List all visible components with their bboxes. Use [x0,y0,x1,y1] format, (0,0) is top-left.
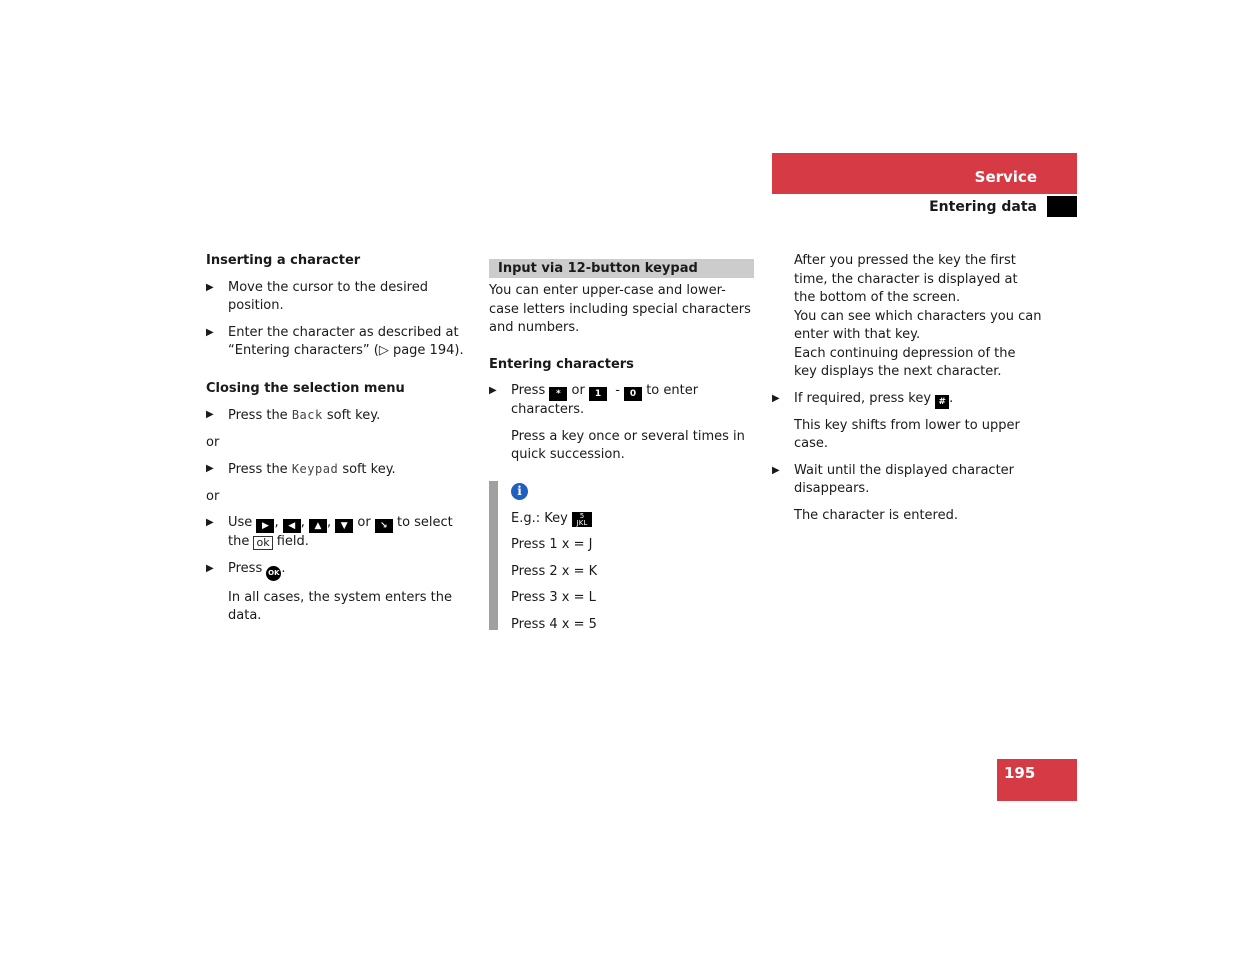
intro-text: You can enter upper-case and lower-case letters including special characters and numbers. [489,283,751,335]
subsection-title: Entering data [929,199,1037,215]
paragraph: You can see which characters you can enter with that key. [794,308,1042,342]
header-marker [1047,196,1077,217]
list-item: ▶ Press * or 1 - 0 to enter characters. [489,383,699,417]
key-diagonal-icon: ↘ [375,519,393,533]
list-item: ▶ If required, press key # . [772,390,954,407]
paragraph: Each continuing depression of the key displays the next character. [794,345,1016,379]
arrow-right-icon: ▶ [489,385,497,396]
key-hash-icon: # [935,395,949,409]
paragraph: After you pressed the key the first time, the character is displayed at the bottom of the screen. [794,253,1018,305]
instruction-text: Press a key once or several times in quick succession. [511,428,745,462]
example-line: Press 1 x = J [511,537,593,552]
arrow-right-icon: ▶ [206,517,214,528]
example-line: E.g.: Key 5 JKL [511,506,751,533]
page-number: 195 [1004,764,1036,782]
section-title: Service [974,168,1037,186]
section-bar-keypad: Input via 12-button keypad [489,259,754,278]
heading-closing: Closing the selection menu [206,380,405,396]
arrow-right-icon: ▶ [772,392,780,404]
list-item: ▶ Press OK . [206,560,476,581]
heading-entering: Entering characters [489,356,634,372]
list-item: ▶ Press the Keypad soft key. [206,462,396,477]
ok-field-icon: ok [253,536,272,550]
key-5-icon: 5 JKL [572,512,592,527]
arrow-right-icon: ▶ [206,281,214,293]
arrow-right-icon: ▶ [206,562,214,574]
or-text: or [206,488,220,504]
key-up-icon: ▲ [309,519,327,533]
column-2 [489,259,754,465]
key-down-icon: ▼ [335,519,353,533]
example-line: Press 4 x = 5 [511,616,597,632]
ok-button-icon: OK [266,566,281,581]
list-item: ▶ Enter the character as described at “Entering characters” (▷ page 194). [206,324,464,358]
example-line: Press 3 x = L [511,590,596,605]
info-bar [489,481,498,630]
key-right-icon: ▶ [256,519,274,533]
list-item: ▶ Press the Back soft key. [206,408,381,423]
result-text: The character is entered. [794,507,958,523]
heading-inserting: Inserting a character [206,253,361,268]
key-0-icon: 0 [624,387,642,401]
list-item: ▶ Wait until the displayed character disappears. [772,462,1015,496]
list-item: ▶ Use ▶ , ◀ , ▲ , ▼ or ↘ to select the ok field. [206,515,453,549]
key-1-icon: 1 [589,387,607,401]
example-line: Press 2 x = K [511,563,598,579]
result-text: In all cases, the system enters the data. [228,589,452,623]
arrow-right-icon: ▶ [206,409,214,420]
arrow-right-icon: ▶ [206,326,214,338]
info-icon: i [511,483,528,500]
key-left-icon: ◀ [283,519,301,533]
column-3 [772,252,1042,525]
list-item: ▶ Move the cursor to the desired position. [206,279,428,313]
softkey-back: Back [291,408,323,422]
or-text: or [206,434,220,450]
arrow-right-icon: ▶ [206,463,214,474]
info-box [511,479,751,638]
result-text: This key shifts from lower to upper case. [794,417,1020,451]
key-star-icon: * [549,387,567,401]
softkey-keypad: Keypad [291,462,339,476]
arrow-right-icon: ▶ [772,464,780,476]
column-1 [206,252,476,626]
